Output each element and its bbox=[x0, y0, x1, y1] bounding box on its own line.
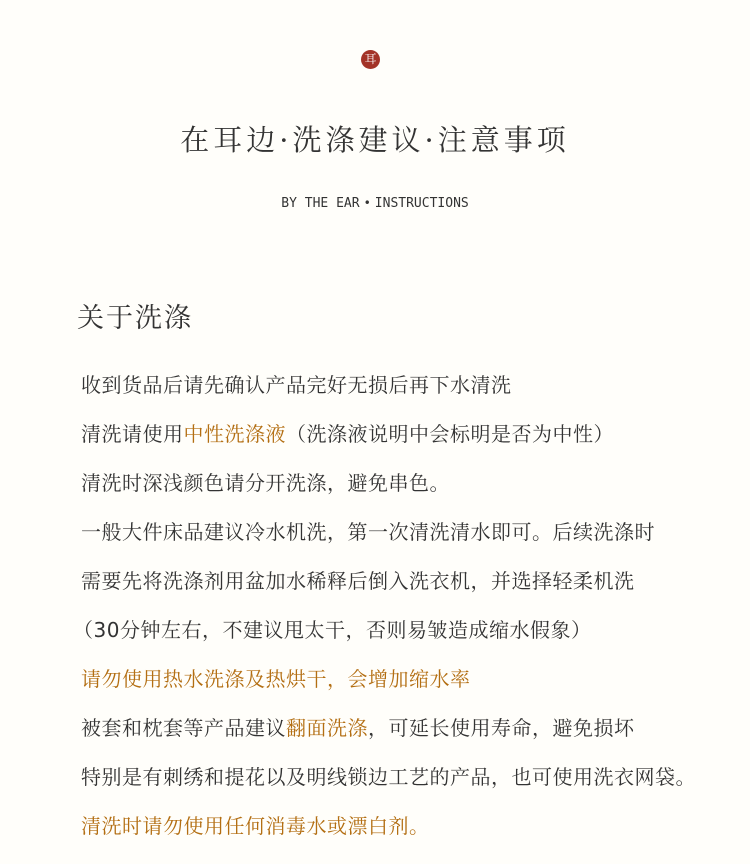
instruction-highlight: 翻面洗涤 bbox=[286, 716, 368, 740]
subtitle-instructions: INSTRUCTIONS bbox=[374, 196, 469, 211]
instruction-line bbox=[81, 370, 750, 419]
instruction-highlight: 中性洗涤液 bbox=[183, 422, 286, 446]
instruction-text: 清洗时深浅颜色请分开洗涤，避免串色。 bbox=[81, 471, 450, 495]
section-heading-washing: 关于洗涤 bbox=[77, 303, 193, 334]
instruction-text: 一般大件床品建议冷水机洗，第一次清洗清水即可。后续洗涤时 bbox=[81, 520, 655, 544]
ear-logo-icon: 耳 bbox=[361, 50, 380, 69]
instruction-highlight: 请勿使用热水洗涤及热烘干，会增加缩水率 bbox=[81, 667, 471, 691]
instruction-text: 收到货品后请先确认产品完好无损后再下水清洗 bbox=[81, 373, 512, 397]
instruction-line bbox=[81, 566, 750, 615]
instruction-line bbox=[81, 713, 750, 762]
instruction-line bbox=[81, 664, 750, 713]
instruction-line bbox=[81, 762, 750, 811]
instruction-text: 清洗请使用 bbox=[81, 422, 184, 446]
subtitle-separator: • bbox=[363, 196, 371, 210]
instruction-line bbox=[81, 468, 750, 517]
instruction-highlight: 清洗时请勿使用任何消毒水或漂白剂。 bbox=[81, 814, 430, 838]
instruction-line bbox=[73, 615, 750, 664]
instruction-text: （洗涤液说明中会标明是否为中性） bbox=[286, 422, 614, 446]
page-title: 在耳边·洗涤建议·注意事项 bbox=[180, 123, 570, 157]
instruction-line bbox=[81, 517, 750, 566]
instruction-text: 被套和枕套等产品建议 bbox=[81, 716, 286, 740]
instruction-text: （30分钟左右，不建议甩太干，否则易皱造成缩水假象） bbox=[73, 618, 592, 642]
instruction-text: ，可延长使用寿命，避免损坏 bbox=[368, 716, 635, 740]
instruction-line bbox=[81, 419, 750, 468]
instruction-text: 特别是有刺绣和提花以及明线锁边工艺的产品，也可使用洗衣网袋。 bbox=[81, 765, 696, 789]
page-subtitle bbox=[0, 196, 750, 211]
subtitle-brand: BY THE EAR bbox=[281, 196, 360, 211]
instruction-text: 需要先将洗涤剂用盆加水稀释后倒入洗衣机，并选择轻柔机洗 bbox=[81, 569, 635, 593]
instruction-line bbox=[81, 811, 750, 860]
washing-instructions-list bbox=[73, 370, 750, 860]
